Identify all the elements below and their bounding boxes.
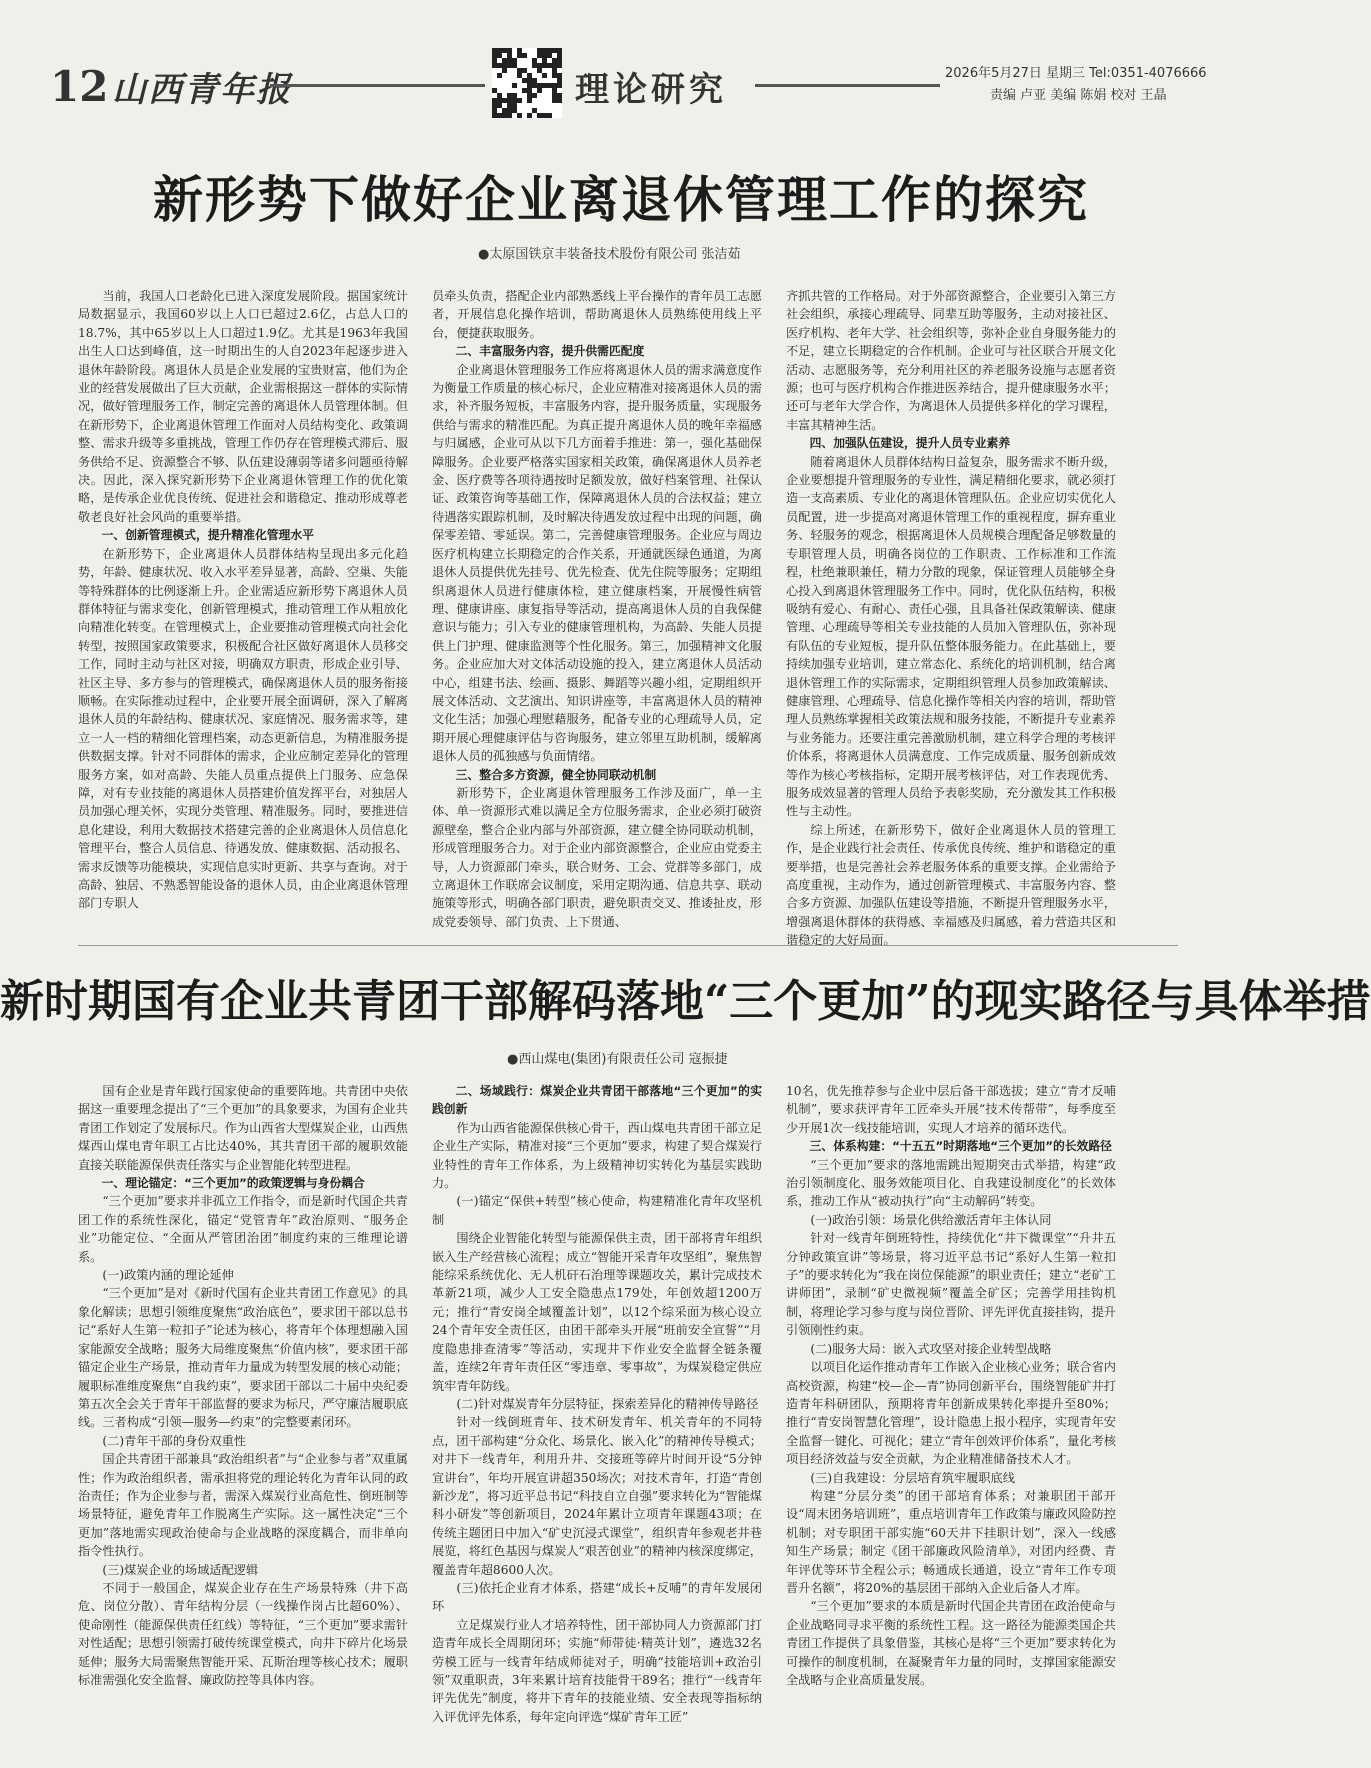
qr-code-icon: [492, 48, 562, 118]
article2-column-3: [786, 1082, 1116, 1742]
body-paragraph: “三个更加”要求的本质是新时代国企共青团在政治使命与企业战略同寻求平衡的系统性工程。这一路径为能源类国企共青团工作提供了具象借鉴，其核心是将“三个更加”要求转化为可操作的制度机制，在凝聚青年力量的同时，支撑国家能源安全战略与企业高质量发展。: [786, 1599, 1116, 1687]
body-paragraph: 随着离退休人员群体结构日益复杂，服务需求不断升级，企业要想提升管理服务的专业性，满足精细化要求，就必须打造一支高素质、专业化的离退休管理队伍。企业应切实优化人员配置，进一步提高对离退休管理工作的重视程度，摒弃重业务、轻服务的观念，根据离退休人员规模合理配备足够数量的专职管理人员，明确各岗位的工作职责、工作标准和工作流程，杜绝兼职兼任，精力分散的现象，保证管理人员能够全身心投入到离退休管理服务工作中。同时，优化队伍结构，积极吸纳有爱心、有耐心、责任心强，且具备社保政策解读、健康管理、心理疏导等相关专业技能的人员加入管理队伍，弥补现有队伍的专业短板，提升队伍整体服务能力。在此基础上，要持续加强专业培训，建立常态化、系统化的培训机制，结合离退休管理工作的实际需求，定期组织管理人员参加政策解读、健康管理、心理疏导、信息化操作等相关内容的培训，帮助管理人员熟练掌握相关政策法规和服务技能，不断提升专业素养与业务能力。还要注重完善激励机制，建立科学合理的考核评价体系，将离退休人员满意度、工作完成质量、服务创新成效等作为核心考核指标，定期开展考核评估，对工作表现优秀、服务成效显著的管理人员给予表彰奖励，充分激发其工作积极性与主动性。: [786, 454, 1116, 819]
body-paragraph: 作为山西省能源保供核心骨干，西山煤电共青团干部立足企业生产实际，精准对接“三个更加”要求，构建了契合煤炭行业特性的青年工作体系，为上级精神切实转化为基层实践助力。: [432, 1120, 762, 1191]
body-paragraph: (三)煤炭企业的场域适配逻辑: [102, 1562, 259, 1577]
body-paragraph: 当前，我国人口老龄化已进入深度发展阶段。据国家统计局数据显示，我国60岁以上人口已超过2.6亿，占总人口的18.7%，其中65岁以上人口超过1.9亿。尤其是1963年我国出生人口达到峰值，这一时期出生的人自2023年起逐步进入退休年龄阶段。离退休人员是企业发展的宝贵财富，他们为企业的经营发展做出了巨大贡献，企业需根据这一群体的实际情况，做好管理服务工作，制定完善的离退休人员管理体制。但在新形势下，企业离退休管理工作面对人员结构变化、政策调整、需求升级等多重挑战，管理工作仍存在管理模式滞后、服务供给不足、资源整合不够、队伍建设薄弱等诸多问题亟待解决。因此，深入探究新形势下企业离退休管理工作的优化策略，是传承企业优良传统、促进社会和谐稳定、推动形成尊老敬老良好社会风尚的重要举措。: [78, 289, 408, 524]
section-subheading: 三、整合多方资源，健全协同联动机制: [455, 767, 657, 782]
article2-column-1: [78, 1082, 408, 1742]
page-number: 12: [50, 62, 109, 111]
body-paragraph: (一)锚定“保供+转型”核心使命，构建精准化青年攻坚机制: [432, 1194, 762, 1227]
body-paragraph: 不同于一般国企，煤炭企业存在生产场景特殊（井下高危、岗位分散）、青年结构分层（一线操作岗占比超60%）、使命刚性（能源保供责任红线）等特征，“三个更加”要求需针对性适配；思想引领需打破传统课堂模式，向井下碎片化场景延伸；服务大局需聚焦智能开采、瓦斯治理等核心技术；履职标准需强化安全监督、廉政防控等具体内容。: [78, 1580, 408, 1687]
section-title: 理论研究: [575, 70, 727, 110]
body-paragraph: “三个更加”要求并非孤立工作指令，而是新时代国企共青团工作的系统性深化，锚定“党管青年”政治原则、“服务企业”功能定位、“全面从严管团治团”制度约束的三维理论谱系。: [78, 1194, 408, 1264]
article1-headline: 新形势下做好企业离退休管理工作的探究: [153, 170, 1089, 229]
section-subheading: 一、创新管理模式，提升精准化管理水平: [101, 528, 314, 543]
editors-credit: 责编 卢亚 美编 陈娟 校对 王晶: [990, 88, 1167, 103]
section-subheading: 三、体系构建：“十五五”时期落地“三个更加”的长效路径: [809, 1139, 1112, 1154]
article2-headline: 新时期国有企业共青团干部解码落地“三个更加”的现实路径与具体举措: [0, 976, 1371, 1027]
masthead: [0, 0, 1242, 130]
body-paragraph: (一)政治引领：场景化供给激活青年主体认同: [810, 1212, 1052, 1227]
body-paragraph: 针对一线青年倒班特性，持续优化“井下微课堂”“升井五分钟政策宣讲”等场景，将习近平总书记“系好人生第一粒扣子”的要求转化为“我在岗位保能源”的职业责任；建立“老矿工讲师团”，录制“矿史微视频”覆盖全矿区；完善学用挂钩机制，将理论学习参与度与岗位晋阶、评先评优直接挂钩，提升引领刚性约束。: [786, 1231, 1116, 1338]
body-paragraph: 立足煤炭行业人才培养特性，团干部协同人力资源部门打造青年成长全周期闭环；实施“师带徒·精英计划”，遴选32名劳模工匠与一线青年结成师徒对子，明确“技能培训+政治引领”双重职责，3年来累计培育技能骨干89名；推行“一线青年评先优先”制度，将井下青年的技能业绩、安全表现等指标纳入评优评先体系，每年定向评选“煤矿青年工匠”: [432, 1617, 762, 1724]
body-paragraph: (一)政策内涵的理论延伸: [102, 1268, 234, 1283]
dateline: 2026年5月27日 星期三 Tel:0351-4076666: [945, 66, 1207, 81]
body-paragraph: 构建“分层分类”的团干部培育体系；对兼职团干部开设“周末团务培训班”，重点培训青年工作政策与廉政风险防控机制；对专职团干部实施“60天井下挂职计划”，深入一线感知生产场景；制定《团干部廉政风险清单》，对团内经费、青年评优等环节全程公示；畅通成长通道，设立“青年工作专项晋升名额”，将20%的基层团干部纳入企业后备人才库。: [786, 1488, 1116, 1595]
body-paragraph: 综上所述，在新形势下，做好企业离退休人员的管理工作，是企业践行社会责任、传承优良传统、维护和谐稳定的重要举措，也是完善社会养老服务体系的重要支撑。企业需给予高度重视，主动作为，通过创新管理模式、丰富服务内容、整合多方资源、加强队伍建设等措施，不断提升管理服务水平，增强离退休群体的获得感、幸福感及归属感，着力营造共区和谐稳定的大好局面。: [786, 822, 1116, 948]
masthead-rule-left: [270, 84, 485, 87]
body-paragraph: 新形势下，企业离退休管理服务工作涉及面广，单一主体、单一资源形式难以满足全方位服务需求，企业必须打破资源壁垒，整合企业内部与外部资源，建立健全协同联动机制，形成管理服务合力。对于企业内部资源整合，企业应由党委主导，人力资源部门牵头，联合财务、工会、党群等多部门，成立离退休工作联席会议制度，采用定期沟通、信息共享、联动施策等形式，明确各部门职责，避免职责交叉、推诿扯皮，形成党委领导、部门负责、上下贯通、: [432, 785, 762, 929]
section-subheading: 二、丰富服务内容，提升供需匹配度: [455, 344, 645, 359]
newspaper-logo: 山西青年报: [112, 70, 292, 110]
body-paragraph: (二)青年干部的身份双重性: [102, 1433, 246, 1448]
body-paragraph: 企业离退休管理服务工作应将离退休人员的需求满意度作为衡量工作质量的核心标尺，企业应精准对接离退休人员的需求，补齐服务短板，丰富服务内容，提升服务质量，实现服务供给与需求的精准匹配。为真正提升离退休人员的晚年幸福感与归属感，企业可从以下几方面着手推进：第一，强化基础保障服务。企业要严格落实国家相关政策，确保离退休人员养老金、医疗费等各项待遇按时足额发放，做好档案管理、社保认证、政策咨询等基础工作，保障离退休人员的合法权益；建立待遇落实跟踪机制，及时解决待遇发放过程中出现的问题，确保零差错、零延误。第二，完善健康管理服务。企业应与周边医疗机构建立长期稳定的合作关系，开通就医绿色通道，为离退休人员提供优先挂号、优先检查、优先住院等服务；定期组织离退休人员进行健康体检，建立健康档案，开展慢性病管理、健康讲座、康复指导等活动，提高离退休人员的自我保健意识与能力；引入专业的健康管理机构，为高龄、失能人员提供上门护理、健康监测等个性化服务。第三，加强精神文化服务。企业应加大对文体活动设施的投入，建立离退休人员活动中心，组建书法、绘画、摄影、舞蹈等兴趣小组，定期组织开展文体活动、文艺演出、知识讲座等，丰富离退休人员的精神文化生活；加强心理慰藉服务，配备专业的心理疏导人员，定期开展心理健康评估与咨询服务，建立邻里互助机制，缓解离退休人员的孤独感与负面情绪。: [432, 362, 762, 764]
section-subheading: 一、理论锚定：“三个更加”的政策逻辑与身份耦合: [101, 1176, 365, 1191]
body-paragraph: (二)服务大局：嵌入式攻坚对接企业转型战略: [810, 1341, 1052, 1356]
body-paragraph: 国有企业是青年践行国家使命的重要阵地。共青团中央依据这一重要理念提出了“三个更加”的具象要求，为国有企业共青团工作划定了发展标尺。作为山西省大型煤炭企业，山西焦煤西山煤电青年职工占比达40%，其共青团干部的履职效能直接关联能源保供责任落实与企业智能化转型进程。: [78, 1084, 408, 1172]
body-paragraph: (三)依托企业育才体系，搭建“成长+反哺”的青年发展闭环: [432, 1580, 762, 1614]
body-paragraph: “三个更加”要求的落地需跳出短期突击式举措，构建“政治引领制度化、服务效能项目化、自我建设制度化”的长效体系，推动工作从“被动执行”向“主动解码”转变。: [786, 1157, 1116, 1209]
article1-column-3: [786, 287, 1116, 948]
body-paragraph: 10名，优先推荐参与企业中层后备干部选拔；建立“青才反哺机制”，要求获评青年工匠牵头开展“技术传帮带”，每季度至少开展1次一线技能培训，实现人才培养的循环迭代。: [786, 1084, 1116, 1135]
body-paragraph: 围绕企业智能化转型与能源保供主责，团干部将青年组织嵌入生产经营核心流程；成立“智能开采青年攻坚组”，聚焦智能综采系统优化、无人机矸石治理等课题攻关，累计完成技术革新21项，减少人工安全隐患点179处，年创效超1200万元；推行“青安岗全域覆盖计划”，以12个综采面为核心设立24个青年安全责任区，由团干部牵头开展“班前安全宣誓”“月度隐患排查清零”等活动，实现井下作业安全监督全链条覆盖，连续2年青年责任区“零违章、零事故”，为煤炭稳定供应筑牢青年防线。: [432, 1231, 762, 1393]
section-subheading: 二、场域践行：煤炭企业共青团干部落地“三个更加”的实践创新: [432, 1084, 762, 1117]
article-divider: [78, 945, 1178, 946]
section-subheading: 四、加强队伍建设，提升人员专业素养: [809, 436, 1011, 451]
body-paragraph: 在新形势下，企业离退休人员群体结构呈现出多元化趋势，年龄、健康状况、收入水平差异显著，高龄、空巢、失能等特殊群体的比例逐渐上升。企业需适应新形势下离退休人员群体特征与需求变化，创新管理模式，推动管理工作从粗放化向精准化转变。在管理模式上，企业要推动管理模式向社会化转型，按照国家政策要求，积极配合社区做好离退休人员移交工作，同时主动与社区对接，明确双方职责，形成企业引导、社区主导、多方参与的管理模式，确保离退休人员的服务衔接顺畅。在实际推动过程中，企业要开展全面调研，深入了解离退休人员的年龄结构、健康状况、家庭情况、服务需求等，建立一人一档的精细化管理档案，动态更新信息，为精准服务提供数据支撑。针对不同群体的需求，企业应制定差异化的管理服务方案，如对高龄、失能人员重点提供上门服务、应急保障，对有专业技能的离退休人员搭建价值发挥平台，对独居人员加强心理关怀，实现分类管理、精准服务。同时，要推进信息化建设，利用大数据技术搭建完善的企业离退休人员信息化管理平台，整合人员信息、待遇发放、健康数据、活动报名、需求反馈等功能模块，实现信息实时更新、共享与查询。对于高龄、独居、不熟悉智能设备的退休人员，由企业离退休管理部门专职人: [78, 546, 408, 911]
article2-byline: ●西山煤电(集团)有限责任公司 寇振捷: [507, 1052, 728, 1067]
body-paragraph: 针对一线倒班青年、技术研发青年、机关青年的不同特点，团干部构建“分众化、场景化、嵌入化”的精神传导模式；对井下一线青年，利用升井、交接班等碎片时间开设“5分钟宣讲台”，年均开展宣讲超350场次；对技术青年，打造“青创新沙龙”，将习近平总书记“科技自立自强”要求转化为“智能煤科小研发”等创新项目，2024年累计立项青年课题43项；在传统主题团日中加入“矿史沉浸式课堂”，组织青年参观老井巷展览，将红色基因与煤炭人“艰苦创业”的精神内核深度绑定，覆盖青年超8600人次。: [432, 1415, 762, 1577]
body-paragraph: 齐抓共管的工作格局。对于外部资源整合，企业要引入第三方社会组织，承接心理疏导、同辈互助等服务，主动对接社区、医疗机构、老年大学、社会组织等，弥补企业自身服务能力的不足，建立长期稳定的合作机制。企业可与社区联合开展文化活动、志愿服务等，充分利用社区的养老服务设施与志愿者资源；也可与医疗机构合作推进医养结合，提升健康服务水平；还可与老年大学合作，为离退休人员提供多样化的学习课程，丰富其精神生活。: [786, 289, 1116, 432]
body-paragraph: 国企共青团干部兼具“政治组织者”与“企业参与者”双重属性；作为政治组织者，需承担将党的理论转化为青年认同的政治责任；作为企业参与者，需深入煤炭行业高危性、倒班制等场景特征，避免青年工作脱离生产实际。这一属性决定“三个更加”落地需实现政治使命与企业战略的深度耦合，而非单向指令性执行。: [78, 1452, 408, 1559]
article1-column-2: [432, 287, 762, 937]
body-paragraph: (二)针对煤炭青年分层特征，探索差异化的精神传导路径: [456, 1396, 759, 1411]
article1-byline: ●太原国铁京丰装备技术股份有限公司 张洁茹: [478, 247, 741, 262]
body-paragraph: 员牵头负责，搭配企业内部熟悉线上平台操作的青年员工志愿者，开展信息化操作培训，帮助离退休人员熟练使用线上平台，便捷获取服务。: [432, 289, 762, 340]
body-paragraph: 以项目化运作推动青年工作嵌入企业核心业务；联合省内高校资源，构建“校—企—青”协同创新平台，围绕智能矿井打造青年科研团队，预期将青年创新成果转化率提升至80%；推行“青安岗智慧化管理”，设计隐患上报小程序，实现青年安全监督一键化、可视化；建立“青年创效评价体系”，量化考核项目经济效益与安全贡献，为企业精准储备技术人才。: [786, 1360, 1116, 1467]
article2-column-2: [432, 1082, 762, 1742]
body-paragraph: (三)自我建设：分层培育筑牢履职底线: [810, 1470, 1015, 1485]
article1-column-1: [78, 287, 408, 937]
masthead-rule-right: [755, 84, 940, 87]
body-paragraph: “三个更加”是对《新时代国有企业共青团工作意见》的具象化解读；思想引领维度聚焦“政治底色”，要求团干部以总书记“系好人生第一粒扣子”论述为核心，将青年个体理想融入国家能源安全战略；服务大局维度聚焦“价值内核”，要求团干部锚定企业生产场景，推动青年力量成为转型发展的核心动能；履职标准维度聚焦“自我约束”，要求团干部以二十届中央纪委第五次全会关于青年干部监督的要求为标尺，严守廉洁履职底线。三者构成“引领—服务—约束”的完整要素闭环。: [78, 1286, 408, 1430]
